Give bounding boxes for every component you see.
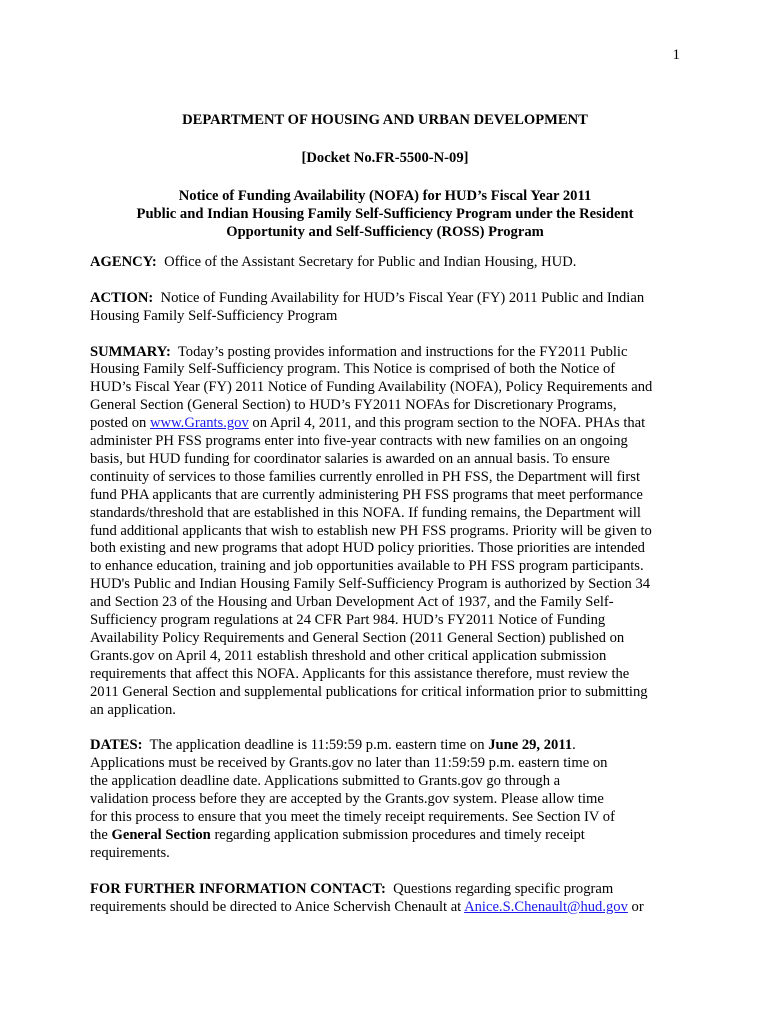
agency-label: AGENCY: <box>90 254 157 270</box>
summary-line: Availability Policy Requirements and General Section (2011 General Section) published on <box>90 630 625 646</box>
notice-title-line: Opportunity and Self-Sufficiency (ROSS) Program <box>226 224 544 240</box>
summary-text: Today’s posting provides information and instructions for the FY2011 Public <box>177 343 628 360</box>
notice-title-line: Notice of Funding Availability (NOFA) for HUD’s Fiscal Year 2011 <box>178 188 592 204</box>
contact-text: Questions regarding specific program <box>393 880 614 897</box>
document-body <box>90 254 690 934</box>
posted-prefix: posted on <box>90 415 150 432</box>
contact-suffix: or <box>627 898 644 915</box>
dates-line: the application deadline date. Applications submitted to Grants.gov go through a <box>90 773 561 790</box>
dates-label: DATES: <box>90 737 143 754</box>
dates-line <box>90 737 690 755</box>
summary-line: administer PH FSS programs enter into five-year contracts with new families on an ongoing <box>90 433 628 450</box>
dates-line <box>90 827 690 845</box>
summary-line: basis, but HUD funding for coordinator salaries is awarded on an annual basis. To ensure <box>90 450 610 467</box>
summary-line: and Section 23 of the Housing and Urban Development Act of 1937, and the Family Self- <box>90 594 614 611</box>
department-title: DEPARTMENT OF HOUSING AND URBAN DEVELOPMENT <box>182 112 588 128</box>
summary-line: to enhance education, training and job opportunities available to PH FSS program participants. <box>90 558 644 575</box>
contact-email-link[interactable]: Anice.S.Chenault@hud.gov <box>464 898 628 915</box>
action-line: Housing Family Self-Sufficiency Program <box>90 307 338 324</box>
dates-last-prefix: the <box>90 826 112 843</box>
summary-line: Grants.gov on April 4, 2011 establish threshold and other critical application submission <box>90 647 607 664</box>
summary-line: HUD's Public and Indian Housing Family Self-Sufficiency Program is authorized by Section 34 <box>90 576 651 593</box>
contact-line <box>90 881 690 899</box>
dates-section <box>90 737 690 862</box>
summary-line: standards/threshold that are established in this NOFA. If funding remains, the Department will <box>90 504 641 521</box>
page-number: 1 <box>672 47 680 63</box>
posted-suffix: on April 4, 2011, and this program section to the NOFA. PHAs that <box>248 415 646 432</box>
summary-line: fund additional applicants that wish to establish new PH FSS programs. Priority will be given to <box>90 522 652 539</box>
summary-line: an application. <box>90 701 176 718</box>
contact-prefix: requirements should be directed to Anice Schervish Chenault at <box>90 898 465 915</box>
dates-suffix: . <box>572 737 576 754</box>
summary-line: Housing Family Self-Sufficiency program. This Notice is comprised of both the Notice of <box>90 361 616 378</box>
summary-line: continuity of services to those families currently enrolled in PH FSS, the Department will first <box>90 468 641 485</box>
summary-section <box>90 344 690 720</box>
summary-line: HUD’s Fiscal Year (FY) 2011 Notice of Funding Availability (NOFA), Policy Requirements and <box>90 379 653 396</box>
summary-line: General Section (General Section) to HUD’s FY2011 NOFAs for Discretionary Programs, <box>90 397 617 414</box>
dates-line: for this process to ensure that you meet the timely receipt requirements. See Section IV of <box>90 809 615 826</box>
contact-line <box>90 899 690 917</box>
general-section-ref: General Section <box>111 826 211 843</box>
summary-line <box>90 415 690 433</box>
agency-text: Office of the Assistant Secretary for Public and Indian Housing, HUD. <box>164 254 577 270</box>
summary-line: both existing and new programs that adopt HUD policy priorities. Those priorities are intended <box>90 540 645 557</box>
contact-label: FOR FURTHER INFORMATION CONTACT: <box>90 880 386 897</box>
document-header <box>90 111 680 241</box>
agency-section <box>90 254 690 272</box>
notice-title-line: Public and Indian Housing Family Self-Sufficiency Program under the Resident <box>136 206 634 222</box>
dates-last-suffix: regarding application submission procedures and timely receipt <box>210 826 585 843</box>
dates-prefix: The application deadline is 11:59:59 p.m. eastern time on <box>149 737 489 754</box>
contact-section <box>90 881 690 917</box>
summary-line: 2011 General Section and supplemental publications for critical information prior to submitting <box>90 683 648 700</box>
summary-line: Sufficiency program regulations at 24 CFR Part 984. HUD’s FY2011 Notice of Funding <box>90 612 606 629</box>
summary-label: SUMMARY: <box>90 343 171 360</box>
dates-line: Applications must be received by Grants.gov no later than 11:59:59 p.m. eastern time on <box>90 755 608 772</box>
action-line <box>90 290 690 308</box>
action-section <box>90 290 690 326</box>
dates-line: validation process before they are accepted by the Grants.gov system. Please allow time <box>90 791 604 808</box>
action-label: ACTION: <box>90 289 154 306</box>
docket-number: [Docket No.FR-5500-N-09] <box>301 150 469 166</box>
summary-line <box>90 344 690 362</box>
notice-title <box>90 187 680 241</box>
grants-gov-link[interactable]: www.Grants.gov <box>150 415 249 432</box>
summary-line: requirements that affect this NOFA. Applicants for this assistance therefore, must review the <box>90 665 630 682</box>
dates-line: requirements. <box>90 844 170 861</box>
deadline-date: June 29, 2011 <box>488 737 573 754</box>
action-text: Notice of Funding Availability for HUD’s Fiscal Year (FY) 2011 Public and Indian <box>160 289 645 306</box>
summary-line: fund PHA applicants that are currently administering PH FSS programs that meet performance <box>90 486 643 503</box>
